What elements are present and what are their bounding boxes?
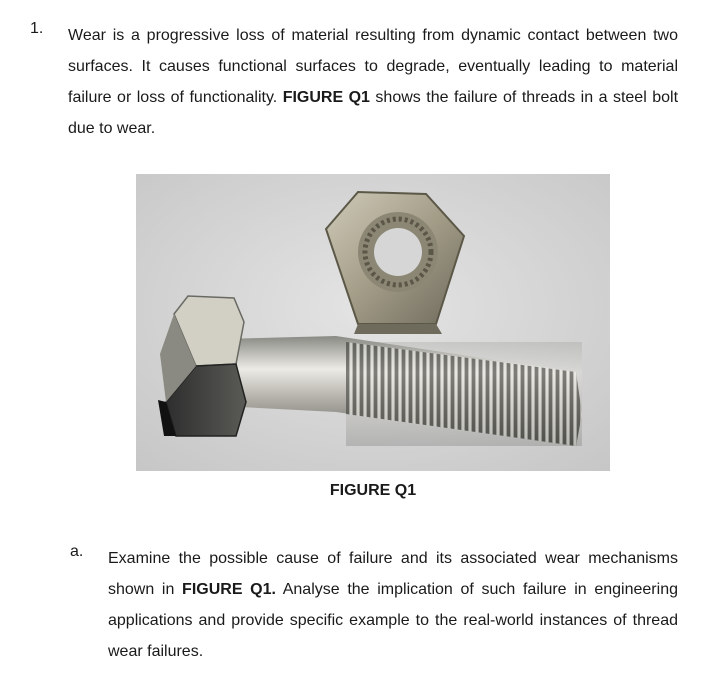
question-number: 1. (30, 20, 44, 37)
figure-reference: FIGURE Q1 (282, 89, 370, 106)
subquestion-text (108, 543, 678, 667)
subquestion-figure-reference: FIGURE Q1. (182, 581, 276, 598)
subquestion-text-part-1: Examine the possible cause of failure and its associated wear mechanisms shown in (108, 550, 678, 598)
question-text-part-3: shows the failure of threads in a steel bolt due to wear. (68, 89, 679, 137)
subquestion-label: a. (70, 543, 84, 560)
subquestion-text-part-3: Analyse the implication of such failure in engineering applications and provide specific example to the real-world instances of thread wear failures. (108, 581, 678, 660)
figure-caption: FIGURE Q1 (329, 482, 417, 499)
question-text-part-1: Wear is a progressive loss of material resulting from dynamic contact between two surfaces. It causes functional surfaces to degrade, eventually leading to material failure or loss of functionality. (68, 27, 678, 106)
bolt-and-nut-photo (136, 174, 610, 471)
question-text (68, 20, 678, 144)
